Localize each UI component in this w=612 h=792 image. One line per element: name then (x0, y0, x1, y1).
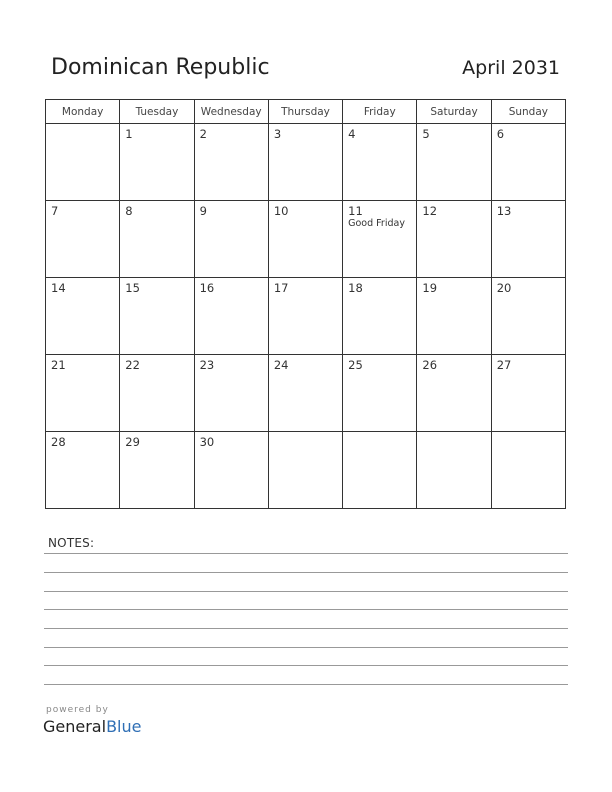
day-cell (417, 355, 491, 432)
notes-line (44, 609, 568, 610)
day-number: 25 (348, 358, 363, 372)
day-cell (491, 432, 565, 509)
day-number: 10 (273, 204, 289, 218)
week-row (46, 355, 566, 432)
day-cell (120, 355, 194, 432)
weekday-header-row (46, 100, 566, 124)
day-number: 8 (125, 204, 133, 218)
day-cell (194, 432, 268, 509)
day-cell (491, 201, 565, 278)
week-row (46, 432, 566, 509)
week-row (46, 124, 566, 201)
day-cell (343, 124, 417, 201)
day-number: 22 (125, 358, 140, 372)
day-number: 26 (422, 358, 438, 372)
week-row (46, 201, 566, 278)
day-cell (120, 124, 194, 201)
day-cell (268, 124, 342, 201)
day-number: 3 (273, 127, 282, 141)
notes-line (44, 572, 568, 573)
day-cell (343, 278, 417, 355)
holiday-label: Good Friday (348, 218, 405, 229)
weekday-sunday: Sunday (491, 100, 565, 124)
day-number: 4 (348, 127, 356, 141)
logo-general-text: General (43, 717, 107, 736)
day-number: 27 (496, 358, 512, 372)
day-cell (491, 124, 565, 201)
day-number (46, 124, 119, 127)
day-cell (46, 278, 120, 355)
month-title: April 2031 (462, 57, 560, 79)
weekday-saturday: Saturday (417, 100, 491, 124)
calendar-grid (45, 99, 566, 509)
notes-label: NOTES: (48, 536, 95, 550)
notes-line (44, 665, 568, 666)
day-number: 24 (273, 358, 289, 372)
day-number: 9 (199, 204, 207, 218)
day-number: 16 (199, 281, 215, 295)
day-cell (46, 201, 120, 278)
day-cell (268, 201, 342, 278)
day-number (417, 432, 490, 435)
day-number: 1 (125, 127, 133, 141)
day-number: 21 (51, 358, 66, 372)
day-number (343, 432, 416, 435)
day-number: 14 (51, 281, 66, 295)
day-cell (194, 201, 268, 278)
day-cell (491, 355, 565, 432)
powered-by-text: powered by (46, 705, 109, 715)
day-number: 20 (496, 281, 512, 295)
day-cell (417, 201, 491, 278)
day-number: 5 (422, 127, 430, 141)
day-number: 15 (125, 281, 140, 295)
notes-line (44, 628, 568, 629)
day-cell (46, 355, 120, 432)
day-number (269, 432, 342, 435)
day-number: 28 (51, 435, 66, 449)
day-cell (343, 201, 417, 278)
day-cell (268, 278, 342, 355)
notes-line (44, 684, 568, 685)
day-cell (194, 355, 268, 432)
day-cell (46, 432, 120, 509)
day-cell (268, 355, 342, 432)
day-cell (491, 278, 565, 355)
day-cell (46, 124, 120, 201)
day-number: 29 (125, 435, 140, 449)
day-cell (343, 432, 417, 509)
day-number: 13 (496, 204, 512, 218)
day-cell (120, 278, 194, 355)
week-row (46, 278, 566, 355)
day-number: 6 (496, 127, 505, 141)
day-cell (194, 124, 268, 201)
day-cell (417, 124, 491, 201)
weekday-tuesday: Tuesday (120, 100, 194, 124)
day-number (492, 432, 565, 435)
generalblue-logo[interactable] (43, 717, 141, 736)
country-title: Dominican Republic (51, 55, 270, 80)
day-cell (417, 432, 491, 509)
day-number: 19 (422, 281, 438, 295)
logo-blue-text: Blue (106, 717, 142, 736)
day-number: 30 (199, 435, 215, 449)
notes-line (44, 591, 568, 592)
day-cell (120, 201, 194, 278)
day-cell (417, 278, 491, 355)
day-cell (194, 278, 268, 355)
day-number: 11 (348, 204, 363, 218)
day-number: 18 (348, 281, 363, 295)
day-number: 2 (199, 127, 207, 141)
day-cell (268, 432, 342, 509)
weekday-monday: Monday (46, 100, 120, 124)
weekday-friday: Friday (343, 100, 417, 124)
weekday-thursday: Thursday (268, 100, 342, 124)
weekday-wednesday: Wednesday (194, 100, 268, 124)
day-number: 12 (422, 204, 438, 218)
day-cell (343, 355, 417, 432)
day-number: 23 (199, 358, 215, 372)
notes-line (44, 553, 568, 554)
day-number: 7 (51, 204, 59, 218)
day-number: 17 (273, 281, 289, 295)
notes-line (44, 647, 568, 648)
day-cell (120, 432, 194, 509)
